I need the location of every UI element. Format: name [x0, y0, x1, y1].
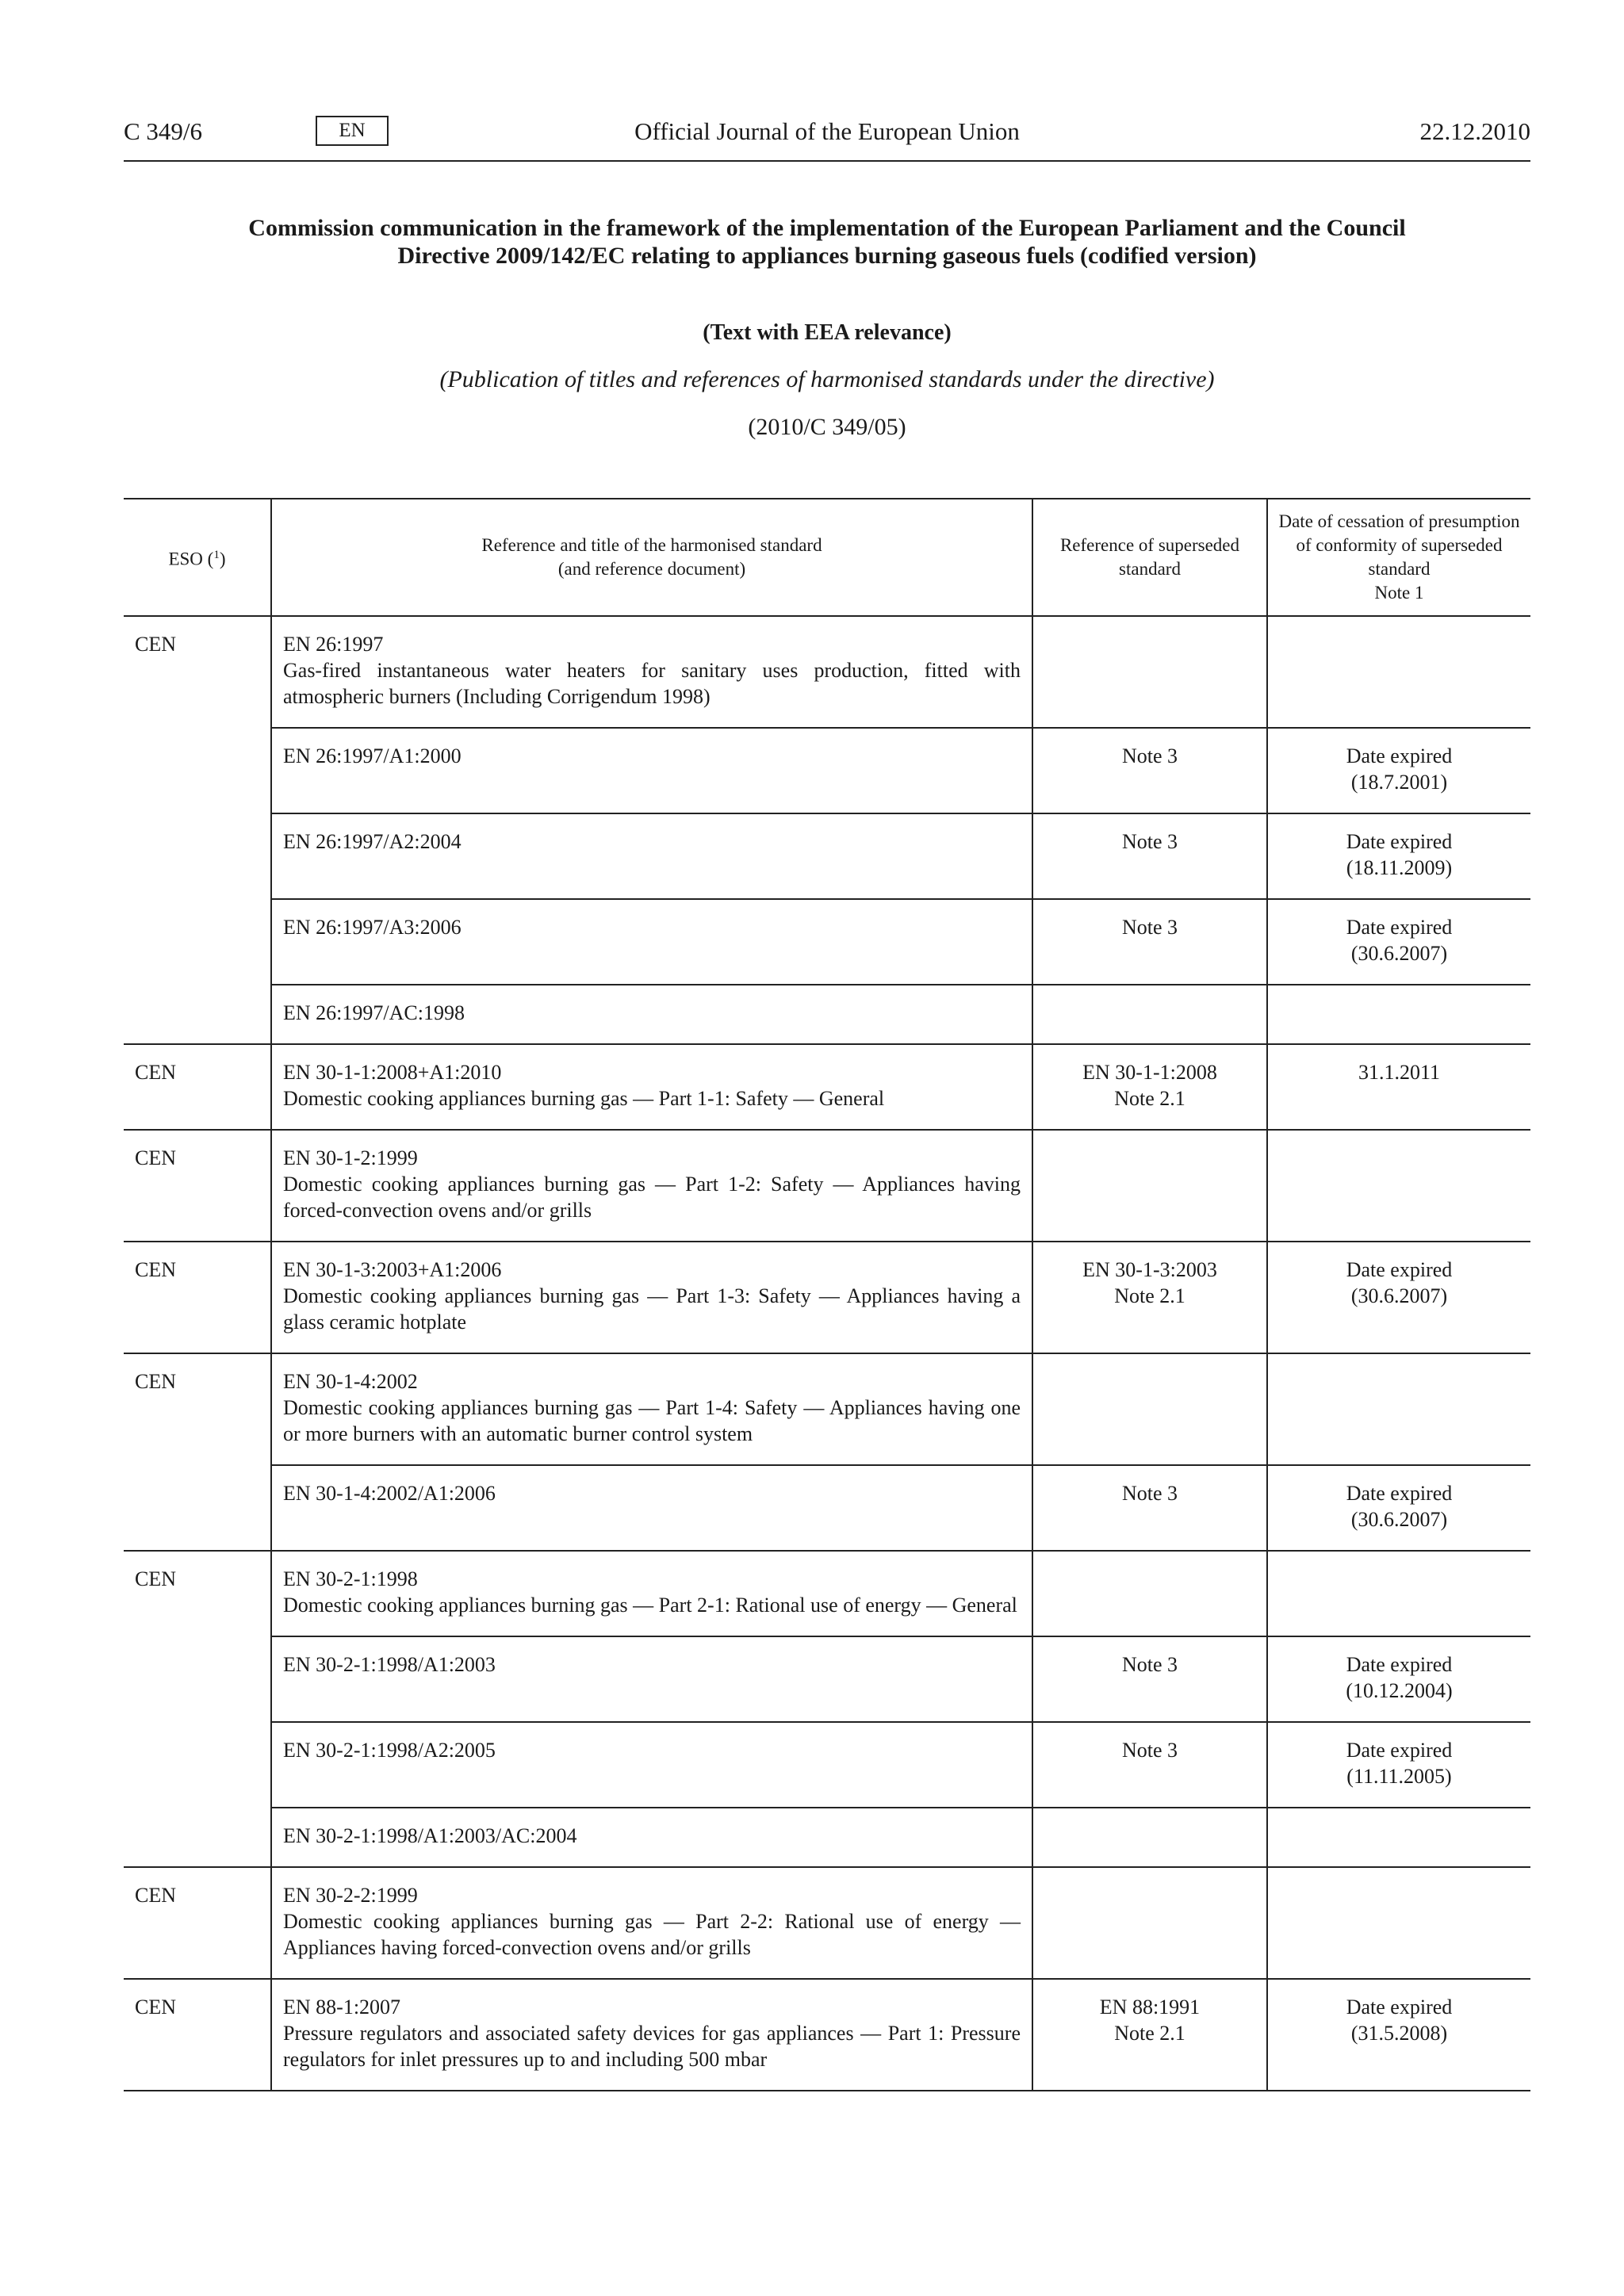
reference-cell	[271, 1242, 1032, 1353]
publication-subtitle: (Publication of titles and references of harmonised standards under the directive)	[439, 366, 1215, 392]
eso-cell: CEN	[124, 1551, 271, 1636]
cessation-cell	[1267, 899, 1530, 985]
journal-title: Official Journal of the European Union	[634, 117, 1020, 145]
reference-cell	[271, 1353, 1032, 1465]
standard-reference: EN 30-1-1:2008+A1:2010	[283, 1061, 502, 1084]
table-row	[124, 1465, 1530, 1551]
superseded-cell	[1032, 1979, 1267, 2091]
superseded-reference: EN 30-1-3:2003	[1082, 1258, 1217, 1281]
cessation-cell	[1267, 1242, 1530, 1353]
table-row	[124, 899, 1530, 985]
cessation-status: Date expired	[1346, 916, 1453, 939]
header-superseded: Reference of superseded standard	[1032, 499, 1267, 616]
table-row	[124, 1242, 1530, 1353]
eso-cell	[124, 1808, 271, 1867]
standard-reference: EN 30-1-3:2003+A1:2006	[283, 1258, 502, 1281]
superseded-cell	[1032, 1130, 1267, 1242]
eso-cell: CEN	[124, 1353, 271, 1465]
cessation-cell	[1267, 1979, 1530, 2091]
cessation-date: (31.5.2008)	[1350, 2022, 1448, 2045]
superseded-note: Note 2.1	[1114, 2022, 1185, 2045]
table-row	[124, 728, 1530, 813]
table-row	[124, 1979, 1530, 2091]
superseded-reference: EN 30-1-1:2008	[1082, 1061, 1217, 1084]
standard-title: Domestic cooking appliances burning gas — Part 2-2: Rational use of energy — Appliances having forced-convection ovens and/or grills	[283, 1910, 1021, 1959]
cessation-cell	[1267, 1130, 1530, 1242]
eso-cell: CEN	[124, 1242, 271, 1353]
table-header-row	[124, 499, 1530, 616]
language-badge: EN	[316, 116, 389, 146]
standard-reference: EN 88-1:2007	[283, 1996, 401, 2019]
reference-cell	[271, 1636, 1032, 1722]
document-title: Commission communication in the framework of the implementation of the European Parliament and the Council Directive 2009/142/EC relating to appliances burning gaseous fuels (codified version)	[248, 215, 1406, 269]
cessation-date: (11.11.2005)	[1346, 1765, 1452, 1788]
cessation-cell	[1267, 985, 1530, 1044]
superseded-reference: EN 88:1991	[1099, 1996, 1201, 2019]
table-row	[124, 1636, 1530, 1722]
reference-cell	[271, 1044, 1032, 1130]
table-row	[124, 1044, 1530, 1130]
standard-title: Pressure regulators and associated safety devices for gas appliances — Part 1: Pressure regulators for inlet pressures up to and including 500 mbar	[283, 2022, 1021, 2071]
cessation-cell	[1267, 616, 1530, 728]
superseded-cell	[1032, 1551, 1267, 1636]
cessation-cell	[1267, 1808, 1530, 1867]
superseded-reference: Note 3	[1121, 744, 1178, 767]
cessation-cell	[1267, 1636, 1530, 1722]
standard-reference: EN 30-1-2:1999	[283, 1146, 418, 1169]
cessation-cell	[1267, 728, 1530, 813]
cessation-status: Date expired	[1346, 1739, 1453, 1762]
cessation-date: (10.12.2004)	[1346, 1679, 1453, 1702]
cessation-status: Date expired	[1346, 1653, 1453, 1676]
cessation-cell	[1267, 1722, 1530, 1808]
cessation-cell	[1267, 813, 1530, 899]
superseded-cell	[1032, 985, 1267, 1044]
reference-cell	[271, 1130, 1032, 1242]
eso-cell: CEN	[124, 1044, 271, 1130]
eso-cell: CEN	[124, 1130, 271, 1242]
superseded-reference: Note 3	[1121, 1653, 1178, 1676]
reference-cell	[271, 985, 1032, 1044]
standard-reference: EN 30-2-1:1998	[283, 1567, 418, 1590]
standards-table	[124, 498, 1530, 2091]
superseded-cell	[1032, 1044, 1267, 1130]
table-row	[124, 1551, 1530, 1636]
table-row	[124, 813, 1530, 899]
cessation-cell	[1267, 1551, 1530, 1636]
table-row	[124, 616, 1530, 728]
header-eso: ESO ($^1$)	[124, 499, 271, 616]
reference-cell	[271, 1808, 1032, 1867]
header-rule	[124, 160, 1530, 162]
standard-reference: EN 30-2-1:1998/A2:2005	[283, 1739, 496, 1762]
cessation-date: (18.7.2001)	[1350, 771, 1448, 794]
cessation-cell	[1267, 1465, 1530, 1551]
reference-cell	[271, 813, 1032, 899]
cessation-cell	[1267, 1044, 1530, 1130]
superseded-cell	[1032, 899, 1267, 985]
cessation-status: Date expired	[1346, 1482, 1453, 1505]
cessation-cell	[1267, 1353, 1530, 1465]
standard-reference: EN 30-2-1:1998/A1:2003/AC:2004	[283, 1824, 577, 1847]
table-row	[124, 1722, 1530, 1808]
standard-title: Gas-fired instantaneous water heaters for sanitary uses production, fitted with atmospheric burners (Including Corrigendum 1998)	[283, 659, 1021, 708]
reference-cell	[271, 1867, 1032, 1979]
table-row	[124, 1867, 1530, 1979]
superseded-cell	[1032, 616, 1267, 728]
superseded-reference: Note 3	[1121, 1739, 1178, 1762]
table-row	[124, 1808, 1530, 1867]
cessation-status: Date expired	[1346, 830, 1453, 853]
superseded-cell	[1032, 1465, 1267, 1551]
table-row	[124, 1353, 1530, 1465]
eso-cell	[124, 813, 271, 899]
superseded-reference: Note 3	[1121, 916, 1178, 939]
eso-cell	[124, 1636, 271, 1722]
standard-title: Domestic cooking appliances burning gas — Part 2-1: Rational use of energy — General	[283, 1594, 1017, 1617]
eso-cell	[124, 899, 271, 985]
superseded-cell	[1032, 1242, 1267, 1353]
eso-cell	[124, 728, 271, 813]
standard-title: Domestic cooking appliances burning gas — Part 1-3: Safety — Appliances having a glass ceramic hotplate	[283, 1284, 1021, 1334]
publication-date: 22.12.2010	[1419, 117, 1530, 145]
table-row	[124, 1130, 1530, 1242]
superseded-reference: Note 3	[1121, 830, 1178, 853]
reference-cell	[271, 1465, 1032, 1551]
eso-cell	[124, 985, 271, 1044]
cessation-status: 31.1.2011	[1358, 1061, 1441, 1084]
standard-reference: EN 30-1-4:2002/A1:2006	[283, 1482, 496, 1505]
cessation-date: (30.6.2007)	[1350, 942, 1448, 965]
reference-cell	[271, 728, 1032, 813]
standard-reference: EN 26:1997/A3:2006	[283, 916, 462, 939]
superseded-cell	[1032, 1867, 1267, 1979]
standard-title: Domestic cooking appliances burning gas — Part 1-2: Safety — Appliances having forced-convection ovens and/or grills	[283, 1173, 1021, 1222]
page-header	[124, 113, 1530, 160]
eea-relevance: (Text with EEA relevance)	[703, 320, 952, 345]
standard-title: Domestic cooking appliances burning gas — Part 1-1: Safety — General	[283, 1087, 885, 1110]
cessation-status: Date expired	[1346, 1258, 1453, 1281]
cessation-date: (30.6.2007)	[1350, 1508, 1448, 1531]
superseded-cell	[1032, 1636, 1267, 1722]
reference-cell	[271, 1979, 1032, 2091]
eso-cell	[124, 1722, 271, 1808]
standard-reference: EN 26:1997/A2:2004	[283, 830, 462, 853]
eso-cell: CEN	[124, 616, 271, 728]
cessation-date: (18.11.2009)	[1346, 856, 1453, 879]
reference-cell	[271, 1722, 1032, 1808]
document-reference: (2010/C 349/05)	[748, 414, 906, 440]
standard-reference: EN 30-2-1:1998/A1:2003	[283, 1653, 496, 1676]
cessation-status: Date expired	[1346, 1996, 1453, 2019]
superseded-note: Note 2.1	[1114, 1087, 1185, 1110]
reference-cell	[271, 899, 1032, 985]
superseded-cell	[1032, 1722, 1267, 1808]
standard-title: Domestic cooking appliances burning gas — Part 1-4: Safety — Appliances having one or more burners with an automatic burner control system	[283, 1396, 1021, 1445]
standard-reference: EN 30-1-4:2002	[283, 1370, 418, 1393]
standard-reference: EN 26:1997/AC:1998	[283, 1001, 465, 1024]
header-cessation: Date of cessation of presumption of conformity of superseded standard Note 1	[1267, 499, 1530, 616]
superseded-note: Note 2.1	[1114, 1284, 1185, 1307]
standard-reference: EN 30-2-2:1999	[283, 1884, 418, 1907]
page-reference: C 349/6	[124, 117, 203, 145]
standard-reference: EN 26:1997	[283, 633, 384, 656]
superseded-cell	[1032, 728, 1267, 813]
reference-cell	[271, 616, 1032, 728]
header-reference: Reference and title of the harmonised standard (and reference document)	[271, 499, 1032, 616]
cessation-cell	[1267, 1867, 1530, 1979]
superseded-cell	[1032, 813, 1267, 899]
superseded-reference: Note 3	[1121, 1482, 1178, 1505]
standard-reference: EN 26:1997/A1:2000	[283, 744, 462, 767]
reference-cell	[271, 1551, 1032, 1636]
superseded-cell	[1032, 1353, 1267, 1465]
eso-cell	[124, 1465, 271, 1551]
table-row	[124, 985, 1530, 1044]
eso-cell: CEN	[124, 1867, 271, 1979]
superseded-cell	[1032, 1808, 1267, 1867]
cessation-date: (30.6.2007)	[1350, 1284, 1448, 1307]
cessation-status: Date expired	[1346, 744, 1453, 767]
eso-cell: CEN	[124, 1979, 271, 2091]
